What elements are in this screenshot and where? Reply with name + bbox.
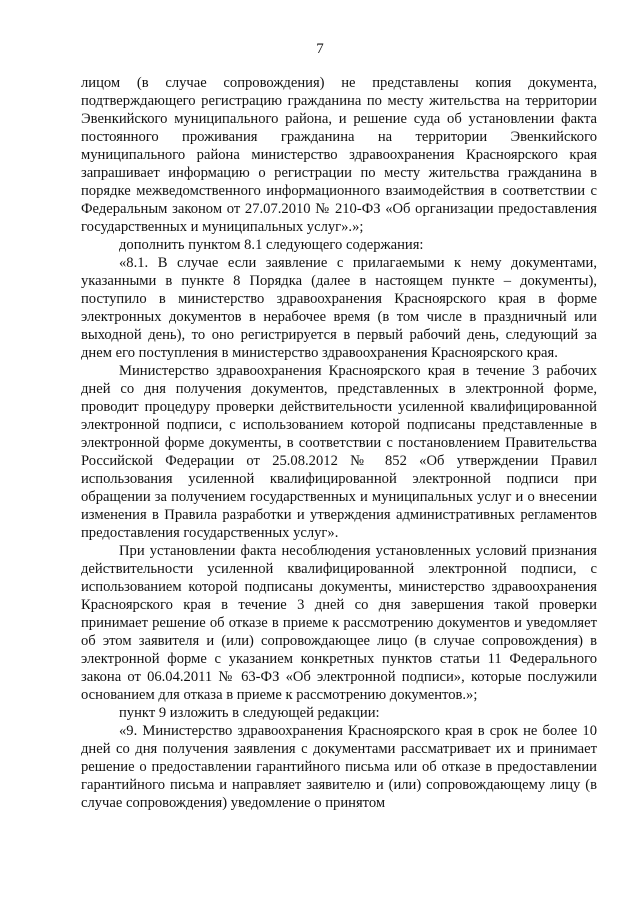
paragraph-clause-9: «9. Министерство здравоохранения Красноярского края в срок не более 10 дней со дня получения заявления с документами рассматривает их и принимает решение о предоставлении гарантийного письма или об отказе в предоставлении гарантийного письма и направляет заявителю и (или) сопровождающему лицу (в случае сопровождения) уведомление о принятом (81, 723, 597, 811)
paragraph-refusal: При установлении факта несоблюдения установленных условий признания действительности усиленной квалифицированной электронной подписи, с использованием которой подписаны документы, министерство здравоохранения Красноярского края в течение 3 дней со дня завершения такой проверки принимает решение об отказе в приеме к рассмотрению документов и уведомляет об этом заявителя и (или) сопровождающее лицо (в случае сопровождения) в электронной форме с указанием конкретных пунктов статьи 11 Федерального закона от 06.04.2011 № 63-ФЗ «Об электронной подписи», которые послужили основанием для отказа в приеме к рассмотрению документов.»; (81, 543, 597, 703)
document-body (81, 74, 597, 812)
paragraph-continuation: лицом (в случае сопровождения) не представлены копия документа, подтверждающего регистрацию гражданина по месту жительства на территории Эвенкийского муниципального района, и решение суда об установлении факта постоянного проживания гражданина на территории Эвенкийского муниципального района министерство здравоохранения Красноярского края запрашивает информацию о регистрации по месту жительства гражданина в порядке межведомственного информационного взаимодействия в соответствии с Федеральным законом от 27.07.2010 № 210-ФЗ «Об организации предоставления государственных и муниципальных услуг».»; (81, 75, 597, 235)
page-number: 7 (316, 41, 324, 57)
paragraph-signature-check: Министерство здравоохранения Красноярского края в течение 3 рабочих дней со дня получения документов, представленных в электронной форме, проводит процедуру проверки действительности усиленной квалифицированной электронной подписи, с использованием которой подписаны представленные в электронной форме документы, в соответствии с постановлением Правительства Российской Федерации от 25.08.2012 № 852 «Об утверждении Правил использования усиленной квалифицированной электронной подписи при обращении за получением государственных и муниципальных услуг и о внесении изменения в Правила разработки и утверждения административных регламентов предоставления государственных услуг». (81, 363, 597, 541)
paragraph-clause-8-1: «8.1. В случае если заявление с прилагаемыми к нему документами, указанными в пункте 8 Порядка (далее в настоящем пункте – документы), поступило в министерство здравоохранения Красноярского края в форме электронных документов в нерабочее время (в том числе в праздничный или выходной день), то оно регистрируется в первый рабочий день, следующий за днем его поступления в министерство здравоохранения Красноярского края. (81, 255, 597, 361)
paragraph-amendment-intro-8-1: дополнить пунктом 8.1 следующего содержания: (119, 237, 424, 253)
paragraph-amendment-intro-9: пункт 9 изложить в следующей редакции: (119, 705, 380, 721)
